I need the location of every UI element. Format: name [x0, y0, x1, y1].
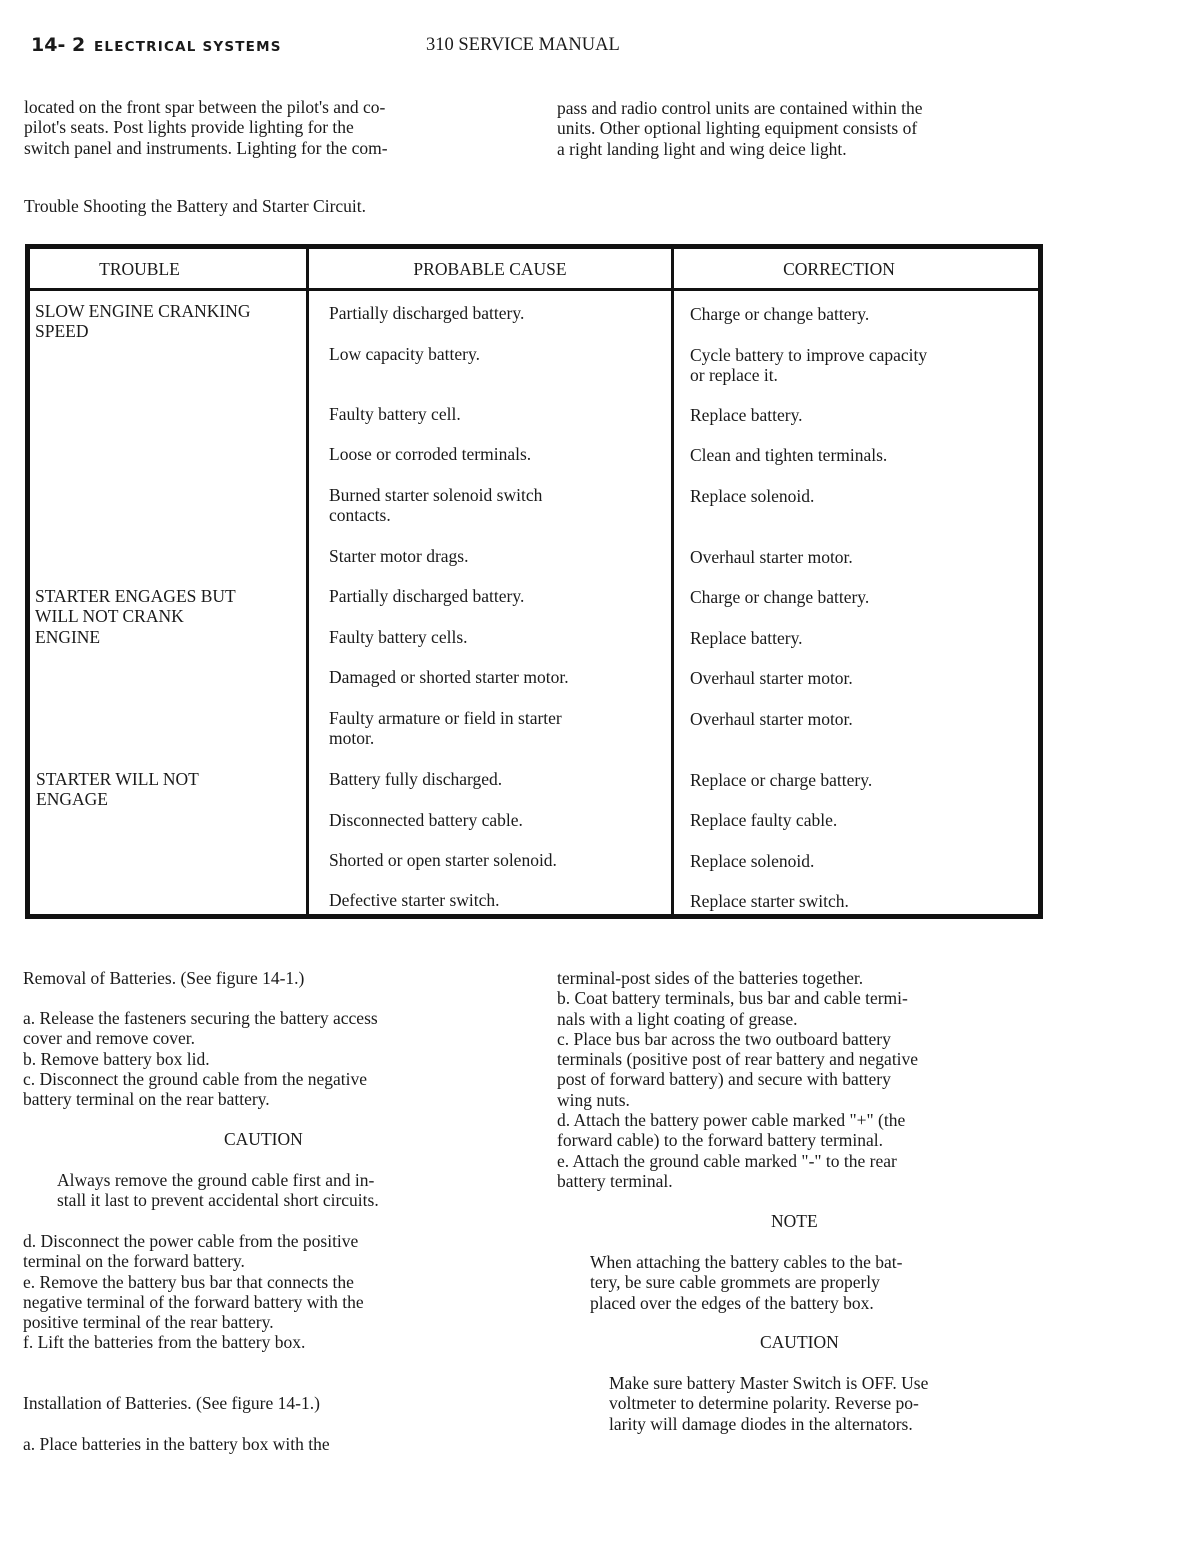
column-divider — [306, 249, 309, 914]
section-title: ELECTRICAL SYSTEMS — [94, 39, 282, 55]
header-divider — [30, 288, 1038, 291]
correction-cell: Replace or charge battery. — [690, 770, 873, 790]
cause-cell: Burned starter solenoid switch contacts. — [329, 485, 543, 526]
header-correction: CORRECTION — [783, 259, 895, 279]
correction-cell: Overhaul starter motor. — [690, 709, 853, 729]
manual-title: 310 SERVICE MANUAL — [426, 35, 620, 55]
removal-steps-d-f: d. Disconnect the power cable from the positive terminal on the forward battery. e. Remove the battery bus bar that connects the negative terminal of the forward battery with the positive terminal of the rear battery. f. Lift the batteries from the battery box. — [23, 1231, 364, 1353]
cause-cell: Disconnected battery cable. — [329, 810, 523, 830]
correction-cell: Replace solenoid. — [690, 851, 815, 871]
removal-caution-text: Always remove the ground cable first and in- stall it last to prevent accidental short circuits. — [57, 1170, 379, 1211]
cause-cell: Low capacity battery. — [329, 344, 480, 364]
installation-steps-continued: terminal-post sides of the batteries together. b. Coat battery terminals, bus bar and cable termi- nals with a light coating of grease. c. Place bus bar across the two outboard battery terminals (positive post of rear battery and negative post of forward battery) and secure with battery wing nuts. d. Attach the battery power cable marked "+" (the forward cable) to the forward battery terminal. e. Attach the ground cable marked "-" to the rear battery terminal. — [557, 968, 919, 1191]
correction-cell: Replace battery. — [690, 628, 803, 648]
installation-step-a: a. Place batteries in the battery box with the — [23, 1434, 330, 1454]
cause-cell: Partially discharged battery. — [329, 586, 525, 606]
correction-cell: Charge or change battery. — [690, 587, 870, 607]
cause-cell: Shorted or open starter solenoid. — [329, 850, 557, 870]
removal-caution-label: CAUTION — [224, 1129, 303, 1149]
trouble-slow-cranking: SLOW ENGINE CRANKING SPEED — [35, 301, 251, 342]
installation-caution-label: CAUTION — [760, 1332, 839, 1352]
correction-cell: Replace faulty cable. — [690, 810, 838, 830]
troubleshooting-table — [25, 244, 1043, 919]
cause-cell: Defective starter switch. — [329, 890, 500, 910]
removal-steps-a-c: a. Release the fasteners securing the battery access cover and remove cover. b. Remove battery box lid. c. Disconnect the ground cable from the negative battery terminal on the rear battery. — [23, 1008, 378, 1110]
intro-left-paragraph: located on the front spar between the pilot's and co- pilot's seats. Post lights provide lighting for the switch panel and instruments. Lighting for the com- — [24, 97, 388, 158]
installation-title: Installation of Batteries. (See figure 14-1.) — [23, 1393, 320, 1413]
correction-cell: Cycle battery to improve capacity or replace it. — [690, 345, 928, 386]
correction-cell: Replace starter switch. — [690, 891, 849, 911]
table-title: Trouble Shooting the Battery and Starter Circuit. — [24, 196, 367, 216]
correction-cell: Replace solenoid. — [690, 486, 815, 506]
cause-cell: Faulty armature or field in starter motor. — [329, 708, 562, 749]
intro-right-paragraph: pass and radio control units are contained within the units. Other optional lighting equipment consists of a right landing light and wing deice light. — [557, 98, 923, 159]
header-probable-cause: PROBABLE CAUSE — [413, 259, 567, 279]
cause-cell: Loose or corroded terminals. — [329, 444, 532, 464]
installation-note-text: When attaching the battery cables to the bat- tery, be sure cable grommets are properly placed over the edges of the battery box. — [590, 1252, 903, 1313]
installation-caution-text: Make sure battery Master Switch is OFF. Use voltmeter to determine polarity. Reverse po- larity will damage diodes in the alternators. — [609, 1373, 929, 1434]
trouble-will-not-engage: STARTER WILL NOT ENGAGE — [36, 769, 199, 810]
correction-cell: Overhaul starter motor. — [690, 668, 853, 688]
cause-cell: Damaged or shorted starter motor. — [329, 667, 569, 687]
removal-title: Removal of Batteries. (See figure 14-1.) — [23, 968, 305, 988]
correction-cell: Charge or change battery. — [690, 304, 870, 324]
trouble-engages-no-crank: STARTER ENGAGES BUT WILL NOT CRANK ENGINE — [35, 586, 236, 647]
page-number: 14- 2 — [31, 34, 86, 56]
cause-cell: Partially discharged battery. — [329, 303, 525, 323]
correction-cell: Clean and tighten terminals. — [690, 445, 888, 465]
correction-cell: Overhaul starter motor. — [690, 547, 853, 567]
correction-cell: Replace battery. — [690, 405, 803, 425]
column-divider — [671, 249, 674, 914]
cause-cell: Battery fully discharged. — [329, 769, 503, 789]
header-trouble: TROUBLE — [99, 259, 180, 279]
cause-cell: Starter motor drags. — [329, 546, 469, 566]
cause-cell: Faulty battery cell. — [329, 404, 461, 424]
cause-cell: Faulty battery cells. — [329, 627, 468, 647]
installation-note-label: NOTE — [771, 1211, 818, 1231]
